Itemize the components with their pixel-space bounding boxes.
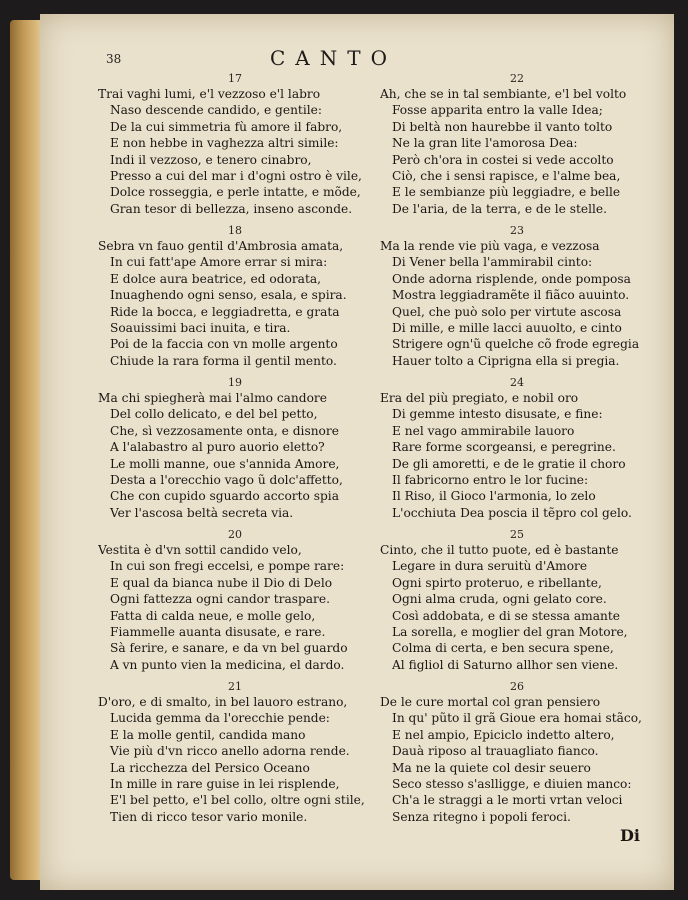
verse-line: Cinto, che il tutto puote, ed è bastante [380, 543, 619, 557]
stanza-number: 21 [228, 680, 242, 693]
verse-line: Fatta di calda neue, e molle gelo, [110, 608, 316, 623]
verse-line: Lucida gemma da l'orecchie pende: [110, 711, 330, 726]
stanza [98, 528, 372, 674]
verse-line: E non hebbe in vaghezza altri simile: [110, 136, 339, 151]
verse-line: L'occhiuta Dea poscia il tẽpro col gelo. [392, 505, 632, 520]
verse-line: Ch'a le straggi a le morti vrtan veloci [392, 793, 623, 808]
stanza-number: 23 [510, 224, 524, 237]
verse-line: Fosse apparita entro la valle Idea; [392, 103, 603, 118]
verse-line: A vn punto vien la medicina, el dardo. [110, 657, 345, 672]
verse-line: E la molle gentil, candida mano [110, 727, 306, 742]
verse-line: E nel vago ammirabile lauoro [392, 423, 575, 438]
stanza-number: 22 [510, 72, 524, 85]
catchword: Di [620, 826, 640, 845]
verse-line: Di beltà non haurebbe il vanto tolto [392, 119, 613, 134]
stanza-number: 25 [510, 528, 524, 541]
verse-line: Indi il vezzoso, e tenero cinabro, [110, 152, 312, 167]
page-number: 38 [106, 52, 122, 66]
verse-line: Ride la bocca, e leggiadretta, e grata [110, 304, 340, 319]
verse-line: Ne la gran lite l'amorosa Dea: [392, 136, 578, 151]
verse-line: La ricchezza del Persico Oceano [110, 760, 310, 775]
verse-line: Seco stesso s'aslligge, e diuien manco: [392, 777, 632, 792]
verse-line: Era del più pregiato, e nobil oro [380, 391, 579, 405]
verse-line: Desta a l'orecchio vago ũ dolc'affetto, [110, 473, 343, 488]
verse-line: Che con cupido sguardo accorto spia [110, 489, 339, 504]
verse-line: Vestita è d'vn sottil candido velo, [98, 543, 302, 557]
verse-line: Di gemme intesto disusate, e fine: [392, 407, 603, 422]
verse-line: Vie più d'vn ricco anello adorna rende. [110, 744, 350, 759]
verse-line: Sebra vn fauo gentil d'Ambrosia amata, [98, 239, 344, 253]
verse-line: Inuaghendo ogni senso, esala, e spira. [110, 288, 347, 303]
verse-line: D'oro, e di smalto, in bel lauoro estrano, [98, 695, 348, 709]
verse-line: Soauissimi baci inuita, e tira. [110, 321, 291, 336]
verse-line: E nel ampio, Epiciclo indetto altero, [392, 727, 615, 742]
verse-line: Il fabricorno entro le lor fucine: [392, 473, 589, 488]
verse-line: Ogni alma cruda, ogni gelato core. [392, 592, 607, 607]
verse-line: In cui son fregi eccelsi, e pompe rare: [110, 559, 345, 574]
stanza-number: 24 [510, 376, 524, 389]
stanza-number: 26 [510, 680, 524, 693]
verse-line: Hauer tolto a Ciprigna ella si pregia. [392, 353, 620, 368]
verse-line: Strigere ogn'ũ quelche cõ frode egregia [392, 337, 640, 352]
verse-line: Legare in dura seruitù d'Amore [392, 559, 588, 574]
stanza [380, 72, 654, 218]
verse-line: Rare forme scorgeansi, e peregrine. [392, 440, 616, 455]
verse-line: In mille in rare guise in lei risplende, [110, 777, 340, 792]
page-fore-edge [10, 20, 44, 880]
verse-line: Ver l'ascosa beltà secreta via. [110, 505, 294, 520]
stanza [98, 680, 372, 826]
verse-line: Chiude la rara forma il gentil mento. [110, 353, 337, 368]
verse-line: Dolce rosseggia, e perle intatte, e mõde, [110, 185, 361, 200]
verse-line: Naso descende candido, e gentile: [110, 103, 322, 118]
verse-line: Il Riso, il Gioco l'armonia, lo zelo [392, 489, 596, 504]
verse-line: Così addobata, e di se stessa amante [392, 608, 620, 623]
verse-line: Ogni spirto proteruo, e ribellante, [392, 575, 602, 590]
verse-line: Colma di certa, e ben secura spene, [392, 641, 614, 656]
verse-line: Ma chi spiegherà mai l'almo candore [98, 391, 327, 405]
verse-line: De le cure mortal col gran pensiero [380, 695, 601, 709]
verse-line: Fiammelle auanta disusate, e rare. [110, 625, 326, 640]
verse-line: Quel, che può solo per virtute ascosa [392, 304, 622, 319]
verse-line: Presso a cui del mar i d'ogni ostro è vile, [110, 169, 362, 184]
stanza [380, 224, 654, 370]
stanza [380, 376, 654, 522]
verse-line: Di Vener bella l'ammirabil cinto: [392, 255, 593, 270]
verse-line: Al figliol di Saturno allhor sen viene. [392, 657, 619, 672]
verse-line: Del collo delicato, e del bel petto, [110, 407, 318, 422]
verse-line: Di mille, e mille lacci auuolto, e cinto [392, 321, 622, 336]
stanza-grid [98, 72, 658, 826]
verse-line: E'l bel petto, e'l bel collo, oltre ogni stile, [110, 793, 365, 808]
verse-line: Dauà riposo al trauagliato fianco. [392, 744, 599, 759]
verse-line: Ma ne la quiete col desir seuero [392, 760, 591, 775]
verse-line: Gran tesor di bellezza, inseno asconde. [110, 201, 353, 216]
stanza [98, 224, 372, 370]
verse-line: Le molli manne, oue s'annida Amore, [110, 456, 340, 471]
verse-line: Senza ritegno i popoli feroci. [392, 809, 571, 824]
verse-line: De gli amoretti, e de le gratie il choro [392, 456, 626, 471]
verse-line: Ciò, che i sensi rapisce, e l'alme bea, [392, 169, 621, 184]
verse-line: E le sembianze più leggiadre, e belle [392, 185, 621, 200]
stanza-number: 20 [228, 528, 242, 541]
stanza-number: 19 [228, 376, 242, 389]
verse-line: Mostra leggiadramẽte il fiãco auuinto. [392, 288, 630, 303]
verse-line: In qu' pũto il grã Gioue era homai stãco, [392, 711, 642, 726]
verse-line: Tien di ricco tesor vario monile. [110, 809, 308, 824]
verse-line: La sorella, e moglier del gran Motore, [392, 625, 628, 640]
running-title: CANTO [270, 46, 397, 70]
verse-line: De la cui simmetria fù amore il fabro, [110, 119, 343, 134]
stanza-number: 17 [228, 72, 242, 85]
verse-line: Trai vaghi lumi, e'l vezzoso e'l labro [98, 87, 321, 101]
stanza [380, 528, 654, 674]
verse-line: In cui fatt'ape Amore errar si mira: [110, 255, 328, 270]
verse-line: Che, sì vezzosamente onta, e disnore [110, 423, 339, 438]
verse-line: Ma la rende vie più vaga, e vezzosa [380, 239, 600, 253]
verse-line: Ogni fattezza ogni candor traspare. [110, 592, 330, 607]
verse-line: De l'aria, de la terra, e de le stelle. [392, 201, 608, 216]
stanza [98, 376, 372, 522]
verse-line: Ah, che se in tal sembiante, e'l bel volto [380, 87, 627, 101]
verse-line: A l'alabastro al puro auorio eletto? [110, 440, 325, 455]
stanza-number: 18 [228, 224, 242, 237]
verse-line: Poi de la faccia con vn molle argento [110, 337, 338, 352]
verse-line: E dolce aura beatrice, ed odorata, [110, 271, 321, 286]
verse-line: Sà ferire, e sanare, e da vn bel guardo [110, 641, 348, 656]
stanza [98, 72, 372, 218]
verse-line: E qual da bianca nube il Dio di Delo [110, 575, 333, 590]
verse-line: Onde adorna risplende, onde pomposa [392, 271, 631, 286]
verse-line: Però ch'ora in costei si vede accolto [392, 152, 614, 167]
stanza [380, 680, 654, 826]
